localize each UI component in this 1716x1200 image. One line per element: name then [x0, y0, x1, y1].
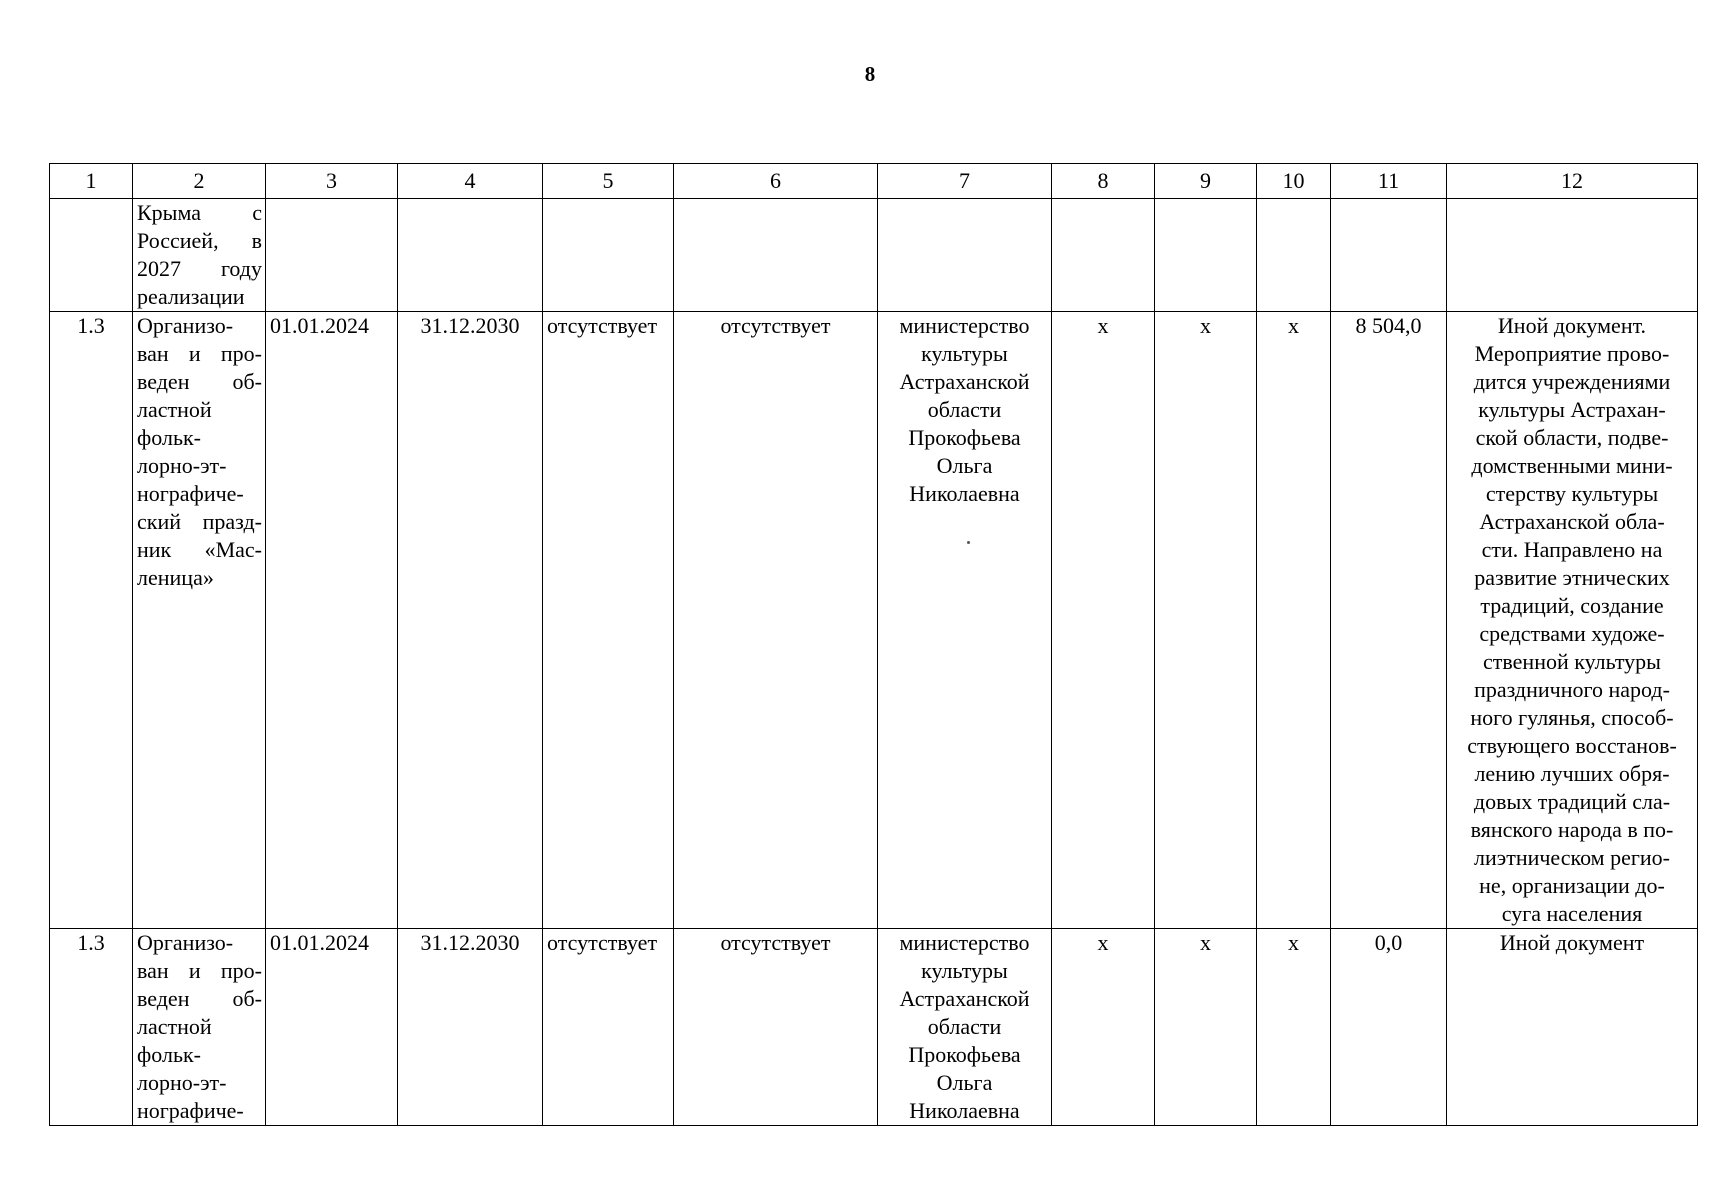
funding-amount — [1331, 199, 1447, 312]
responsible-person — [878, 199, 1052, 312]
table-row — [50, 929, 1698, 1126]
column-5-value — [543, 199, 674, 312]
end-date: 31.12.2030 — [398, 312, 543, 929]
event-name: Крыма с Россией, в 2027 году реализации — [133, 199, 266, 312]
funding-amount: 8 504,0 — [1331, 312, 1447, 929]
column-header: 7 — [878, 164, 1052, 199]
column-6-value: отсутствует — [674, 929, 878, 1126]
column-8-value: х — [1052, 929, 1155, 1126]
column-header: 1 — [50, 164, 133, 199]
column-header: 12 — [1447, 164, 1698, 199]
event-name: Организо-ван и про-веден об-ластной фольк-лорно-эт-нографиче- — [133, 929, 266, 1126]
start-date — [266, 199, 398, 312]
responsible-person: министерство культуры Астраханской области Прокофьева Ольга Николаевна — [878, 929, 1052, 1126]
column-header: 10 — [1257, 164, 1331, 199]
column-header: 11 — [1331, 164, 1447, 199]
column-5-value: отсутствует — [543, 312, 674, 929]
page-number: 8 — [864, 62, 876, 86]
column-9-value — [1155, 199, 1257, 312]
start-date: 01.01.2024 — [266, 312, 398, 929]
column-header: 4 — [398, 164, 543, 199]
column-10-value — [1257, 199, 1331, 312]
responsible-person: министерство культуры Астраханской области Прокофьева Ольга Николаевна — [878, 312, 1052, 929]
column-10-value: х — [1257, 929, 1331, 1126]
column-header: 6 — [674, 164, 878, 199]
column-9-value: х — [1155, 312, 1257, 929]
column-header: 2 — [133, 164, 266, 199]
funding-amount: 0,0 — [1331, 929, 1447, 1126]
row-number: 1.3 — [50, 929, 133, 1126]
start-date: 01.01.2024 — [266, 929, 398, 1126]
document-description: Иной документ. Мероприятие прово- дится учреждениями культуры Астрахан- ской области, подве- домственными мини- стерству культуры Астраханской обла- сти. Направлено на развитие этнических традиций, создание средствами художе- ственной культуры праздничного народ- ного гулянья, способ- ствующего восстанов- лению лучших обря- довых традиций сла- вянского народа в по- лиэтническом регио- не, организации до- суга населения — [1447, 312, 1698, 929]
document-description — [1447, 199, 1698, 312]
column-10-value: х — [1257, 312, 1331, 929]
column-header: 9 — [1155, 164, 1257, 199]
column-number-row — [50, 164, 1698, 199]
column-5-value: отсутствует — [543, 929, 674, 1126]
table-row — [50, 199, 1698, 312]
column-header: 3 — [266, 164, 398, 199]
plan-table — [49, 163, 1698, 1126]
column-header: 8 — [1052, 164, 1155, 199]
column-8-value — [1052, 199, 1155, 312]
document-description: Иной документ — [1447, 929, 1698, 1126]
column-8-value: х — [1052, 312, 1155, 929]
column-6-value: отсутствует — [674, 312, 878, 929]
scan-dot — [967, 541, 970, 544]
column-9-value: х — [1155, 929, 1257, 1126]
row-number — [50, 199, 133, 312]
column-header: 5 — [543, 164, 674, 199]
end-date — [398, 199, 543, 312]
event-name: Организо-ван и про-веден об-ластной фольк-лорно-эт-нографиче-ский празд-ник «Мас-леница» — [133, 312, 266, 929]
table-row — [50, 312, 1698, 929]
end-date: 31.12.2030 — [398, 929, 543, 1126]
column-6-value — [674, 199, 878, 312]
row-number: 1.3 — [50, 312, 133, 929]
